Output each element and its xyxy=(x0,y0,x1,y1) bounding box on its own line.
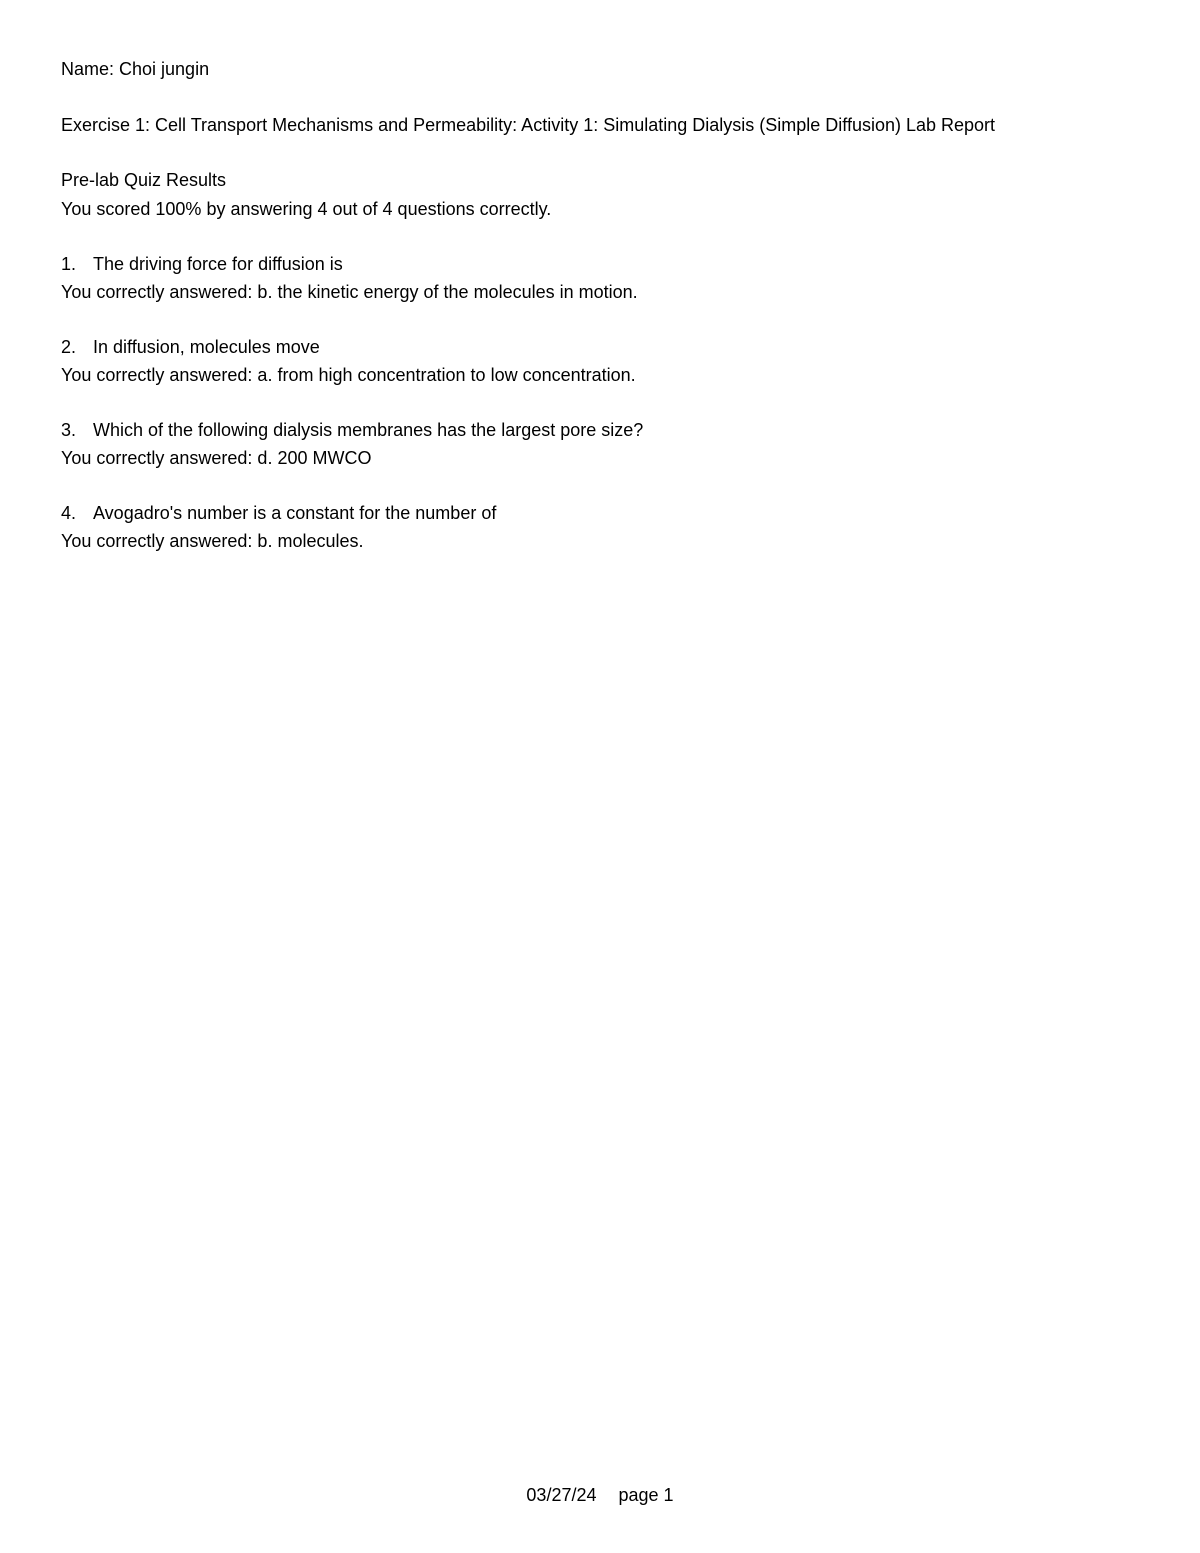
footer-date: 03/27/24 xyxy=(526,1485,597,1505)
answer-1: You correctly answered: b. the kinetic energy of the molecules in motion. xyxy=(61,282,638,302)
question-3 xyxy=(61,416,643,444)
quiz-score: You scored 100% by answering 4 out of 4 questions correctly. xyxy=(61,199,552,219)
page-footer xyxy=(0,1481,1200,1509)
question-text: Avogadro's number is a constant for the number of xyxy=(93,503,497,523)
answer-4: You correctly answered: b. molecules. xyxy=(61,531,364,551)
question-number: 1. xyxy=(61,254,77,274)
question-text: In diffusion, molecules move xyxy=(93,337,320,357)
question-number: 4. xyxy=(61,503,77,523)
page-number: page 1 xyxy=(618,1485,674,1505)
answer-3: You correctly answered: d. 200 MWCO xyxy=(61,448,372,468)
question-1 xyxy=(61,250,343,278)
student-name: Name: Choi jungin xyxy=(61,59,210,79)
report-title: Exercise 1: Cell Transport Mechanisms and Permeability: Activity 1: Simulating Dialysis (Simple Diffusion) Lab Report xyxy=(61,115,996,135)
answer-2: You correctly answered: a. from high concentration to low concentration. xyxy=(61,365,636,385)
question-number: 2. xyxy=(61,337,77,357)
question-text: The driving force for diffusion is xyxy=(93,254,343,274)
quiz-heading: Pre-lab Quiz Results xyxy=(61,170,227,190)
question-text: Which of the following dialysis membranes has the largest pore size? xyxy=(93,420,644,440)
question-4 xyxy=(61,499,496,527)
question-number: 3. xyxy=(61,420,77,440)
question-2 xyxy=(61,333,320,361)
